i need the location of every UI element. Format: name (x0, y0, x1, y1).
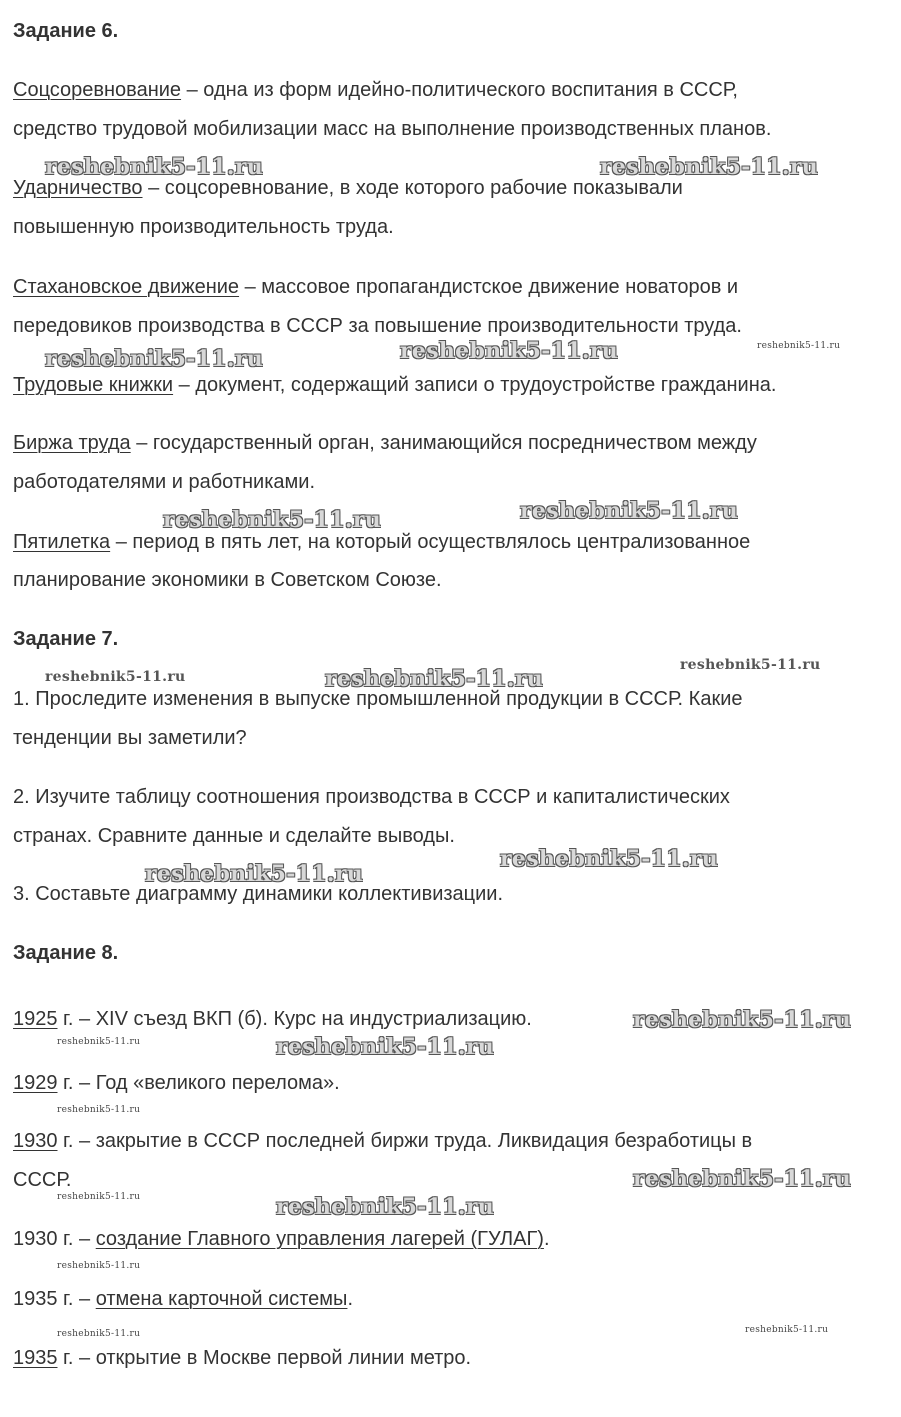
task6-heading: Задание 6. (13, 20, 119, 42)
watermark: reshebnik5-11.ru (680, 657, 821, 673)
definition-line: Соцсоревнование – одна из форм идейно-политического воспитания в СССР, (13, 79, 738, 101)
watermark: reshebnik5-11.ru (276, 1194, 495, 1220)
term-link[interactable]: Биржа труда (13, 432, 131, 454)
watermark: reshebnik5-11.ru (57, 1329, 141, 1339)
watermark: reshebnik5-11.ru (400, 338, 619, 364)
event-line: 1925 г. – XIV съезд ВКП (б). Курс на индустриализацию. (13, 1008, 532, 1030)
watermark: reshebnik5-11.ru (600, 154, 819, 180)
question-line: 2. Изучите таблицу соотношения производства в СССР и капиталистических (13, 786, 730, 808)
watermark: reshebnik5-11.ru (757, 341, 841, 351)
question-line: 1. Проследите изменения в выпуске промышленной продукции в СССР. Какие (13, 688, 743, 710)
term-link[interactable]: Ударничество (13, 177, 143, 199)
watermark: reshebnik5-11.ru (745, 1325, 829, 1335)
definition-line: планирование экономики в Советском Союзе. (13, 569, 442, 591)
question-line: тенденции вы заметили? (13, 727, 247, 749)
watermark: reshebnik5-11.ru (145, 861, 364, 887)
definition-line: Трудовые книжки – документ, содержащий записи о трудоустройстве гражданина. (13, 374, 777, 396)
event-line: 1930 г. – создание Главного управления лагерей (ГУЛАГ). (13, 1228, 550, 1250)
term-link[interactable]: Пятилетка (13, 531, 111, 553)
event-line: 1935 г. – открытие в Москве первой линии метро. (13, 1347, 472, 1369)
watermark: reshebnik5-11.ru (57, 1105, 141, 1115)
term-link[interactable]: Соцсоревнование (13, 79, 182, 101)
definition-line: Ударничество – соцсоревнование, в ходе которого рабочие показывали (13, 177, 683, 199)
watermark: reshebnik5-11.ru (45, 346, 264, 372)
year-link[interactable]: 1925 (13, 1008, 58, 1030)
term-link[interactable]: Стахановское движение (13, 276, 240, 298)
ration-link[interactable]: отмена карточной системы (95, 1288, 348, 1310)
gulag-link[interactable]: создание Главного управления лагерей (ГУЛАГ) (95, 1228, 544, 1250)
definition-line: Биржа труда – государственный орган, занимающийся посредничеством между (13, 432, 757, 454)
definition-line: Пятилетка – период в пять лет, на который осуществлялось централизованное (13, 531, 751, 553)
watermark: reshebnik5-11.ru (276, 1034, 495, 1060)
watermark: reshebnik5-11.ru (45, 669, 186, 685)
definition-line: передовиков производства в СССР за повышение производительности труда. (13, 315, 742, 337)
year-link[interactable]: 1929 (13, 1072, 58, 1094)
watermark: reshebnik5-11.ru (500, 846, 719, 872)
definition-line: средство трудовой мобилизации масс на выполнение производственных планов. (13, 118, 772, 140)
question-line: странах. Сравните данные и сделайте выводы. (13, 825, 455, 847)
definition-line: повышенную производительность труда. (13, 216, 394, 238)
watermark: reshebnik5-11.ru (57, 1261, 141, 1271)
task7-heading: Задание 7. (13, 628, 119, 650)
watermark: reshebnik5-11.ru (520, 498, 739, 524)
watermark: reshebnik5-11.ru (57, 1037, 141, 1047)
event-line: СССР. (13, 1169, 72, 1191)
definition-line: работодателями и работниками. (13, 471, 316, 493)
event-line: 1935 г. – отмена карточной системы. (13, 1288, 353, 1310)
watermark: reshebnik5-11.ru (45, 154, 264, 180)
watermark: reshebnik5-11.ru (163, 507, 382, 533)
watermark: reshebnik5-11.ru (633, 1166, 852, 1192)
event-line: 1929 г. – Год «великого перелома». (13, 1072, 340, 1094)
task8-heading: Задание 8. (13, 942, 119, 964)
question-line: 3. Составьте диаграмму динамики коллективизации. (13, 883, 504, 905)
watermark: reshebnik5-11.ru (633, 1007, 852, 1033)
watermark: reshebnik5-11.ru (57, 1192, 141, 1202)
year-link[interactable]: 1930 (13, 1130, 58, 1152)
term-link[interactable]: Трудовые книжки (13, 374, 174, 396)
year-link[interactable]: 1935 (13, 1347, 58, 1369)
watermark: reshebnik5-11.ru (325, 666, 544, 692)
event-line: 1930 г. – закрытие в СССР последней биржи труда. Ликвидация безработицы в (13, 1130, 753, 1152)
definition-line: Стахановское движение – массовое пропагандистское движение новаторов и (13, 276, 739, 298)
